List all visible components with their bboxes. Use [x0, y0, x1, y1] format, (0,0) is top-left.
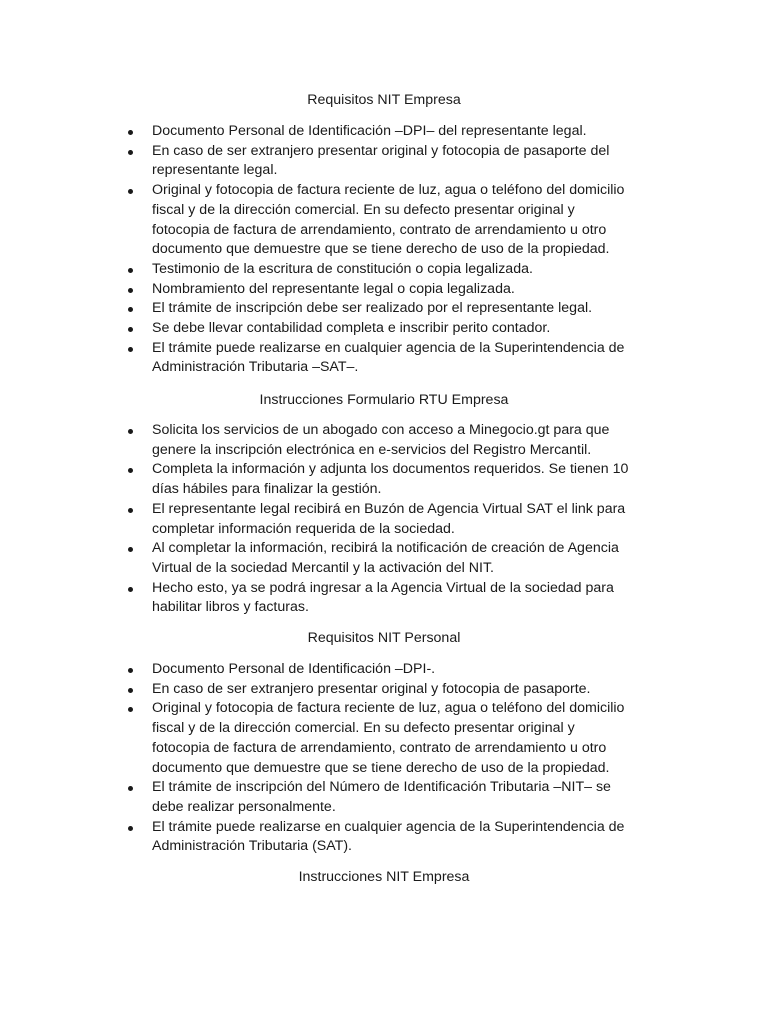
bullet-icon	[128, 688, 133, 693]
list-item: Testimonio de la escritura de constitución o copia legalizada.	[0, 260, 768, 280]
list-item: Completa la información y adjunta los documentos requeridos. Se tienen 10 días hábiles para finalizar la gestión.	[0, 460, 768, 499]
bullet-icon	[128, 508, 133, 513]
bullet-icon	[128, 288, 133, 293]
bullet-icon	[128, 150, 133, 155]
section-title-requisitos-nit-personal: Requisitos NIT Personal	[307, 630, 461, 646]
list-item: Documento Personal de Identificación –DPI– del representante legal.	[0, 122, 768, 142]
list-item: Nombramiento del representante legal o copia legalizada.	[0, 280, 768, 300]
list-item: El representante legal recibirá en Buzón de Agencia Virtual SAT el link para completar información requerida de la sociedad.	[0, 500, 768, 539]
bullet-icon	[128, 826, 133, 831]
list-item: Original y fotocopia de factura reciente de luz, agua o teléfono del domicilio fiscal y de la dirección comercial. En su defecto presentar original y fotocopia de factura de arrendamiento, contrato de arrendamiento u otro documento que demuestre que se tiene derecho de uso de la propiedad.	[0, 181, 768, 260]
bullet-icon	[128, 327, 133, 332]
list-item: El trámite puede realizarse en cualquier agencia de la Superintendencia de Administración Tributaria (SAT).	[0, 818, 768, 857]
list-item: El trámite de inscripción debe ser realizado por el representante legal.	[0, 299, 768, 319]
list-item: En caso de ser extranjero presentar original y fotocopia de pasaporte.	[0, 680, 768, 700]
bullet-icon	[128, 307, 133, 312]
section-title-instrucciones-nit-empresa: Instrucciones NIT Empresa	[298, 869, 470, 885]
bullet-icon	[128, 429, 133, 434]
bullet-list-requisitos-nit-personal	[0, 660, 768, 857]
bullet-icon	[128, 547, 133, 552]
list-item: El trámite puede realizarse en cualquier agencia de la Superintendencia de Administración Tributaria –SAT–.	[0, 339, 768, 378]
bullet-icon	[128, 587, 133, 592]
list-item: Solicita los servicios de un abogado con acceso a Minegocio.gt para que genere la inscripción electrónica en e-servicios del Registro Mercantil.	[0, 421, 768, 460]
list-item: Documento Personal de Identificación –DPI-.	[0, 660, 768, 680]
bullet-icon	[128, 668, 133, 673]
bullet-icon	[128, 468, 133, 473]
bullet-icon	[128, 268, 133, 273]
bullet-list-instrucciones-formulario-rtu	[0, 421, 768, 618]
bullet-icon	[128, 707, 133, 712]
list-item: Hecho esto, ya se podrá ingresar a la Agencia Virtual de la sociedad para habilitar libros y facturas.	[0, 579, 768, 618]
section-title-instrucciones-formulario-rtu: Instrucciones Formulario RTU Empresa	[259, 392, 509, 408]
list-item: Original y fotocopia de factura reciente de luz, agua o teléfono del domicilio fiscal y de la dirección comercial. En su defecto presentar original y fotocopia de factura de arrendamiento, contrato de arrendamiento u otro documento que demuestre que se tiene derecho de uso de la propiedad.	[0, 699, 768, 778]
section-title-requisitos-nit-empresa: Requisitos NIT Empresa	[307, 92, 461, 108]
bullet-icon	[128, 786, 133, 791]
list-item: En caso de ser extranjero presentar original y fotocopia de pasaporte del representante legal.	[0, 142, 768, 181]
bullet-icon	[128, 189, 133, 194]
bullet-icon	[128, 347, 133, 352]
bullet-icon	[128, 130, 133, 135]
bullet-list-requisitos-nit-empresa	[0, 122, 768, 378]
list-item: El trámite de inscripción del Número de Identificación Tributaria –NIT– se debe realizar personalmente.	[0, 778, 768, 817]
list-item: Se debe llevar contabilidad completa e inscribir perito contador.	[0, 319, 768, 339]
list-item: Al completar la información, recibirá la notificación de creación de Agencia Virtual de la sociedad Mercantil y la activación del NIT.	[0, 539, 768, 578]
